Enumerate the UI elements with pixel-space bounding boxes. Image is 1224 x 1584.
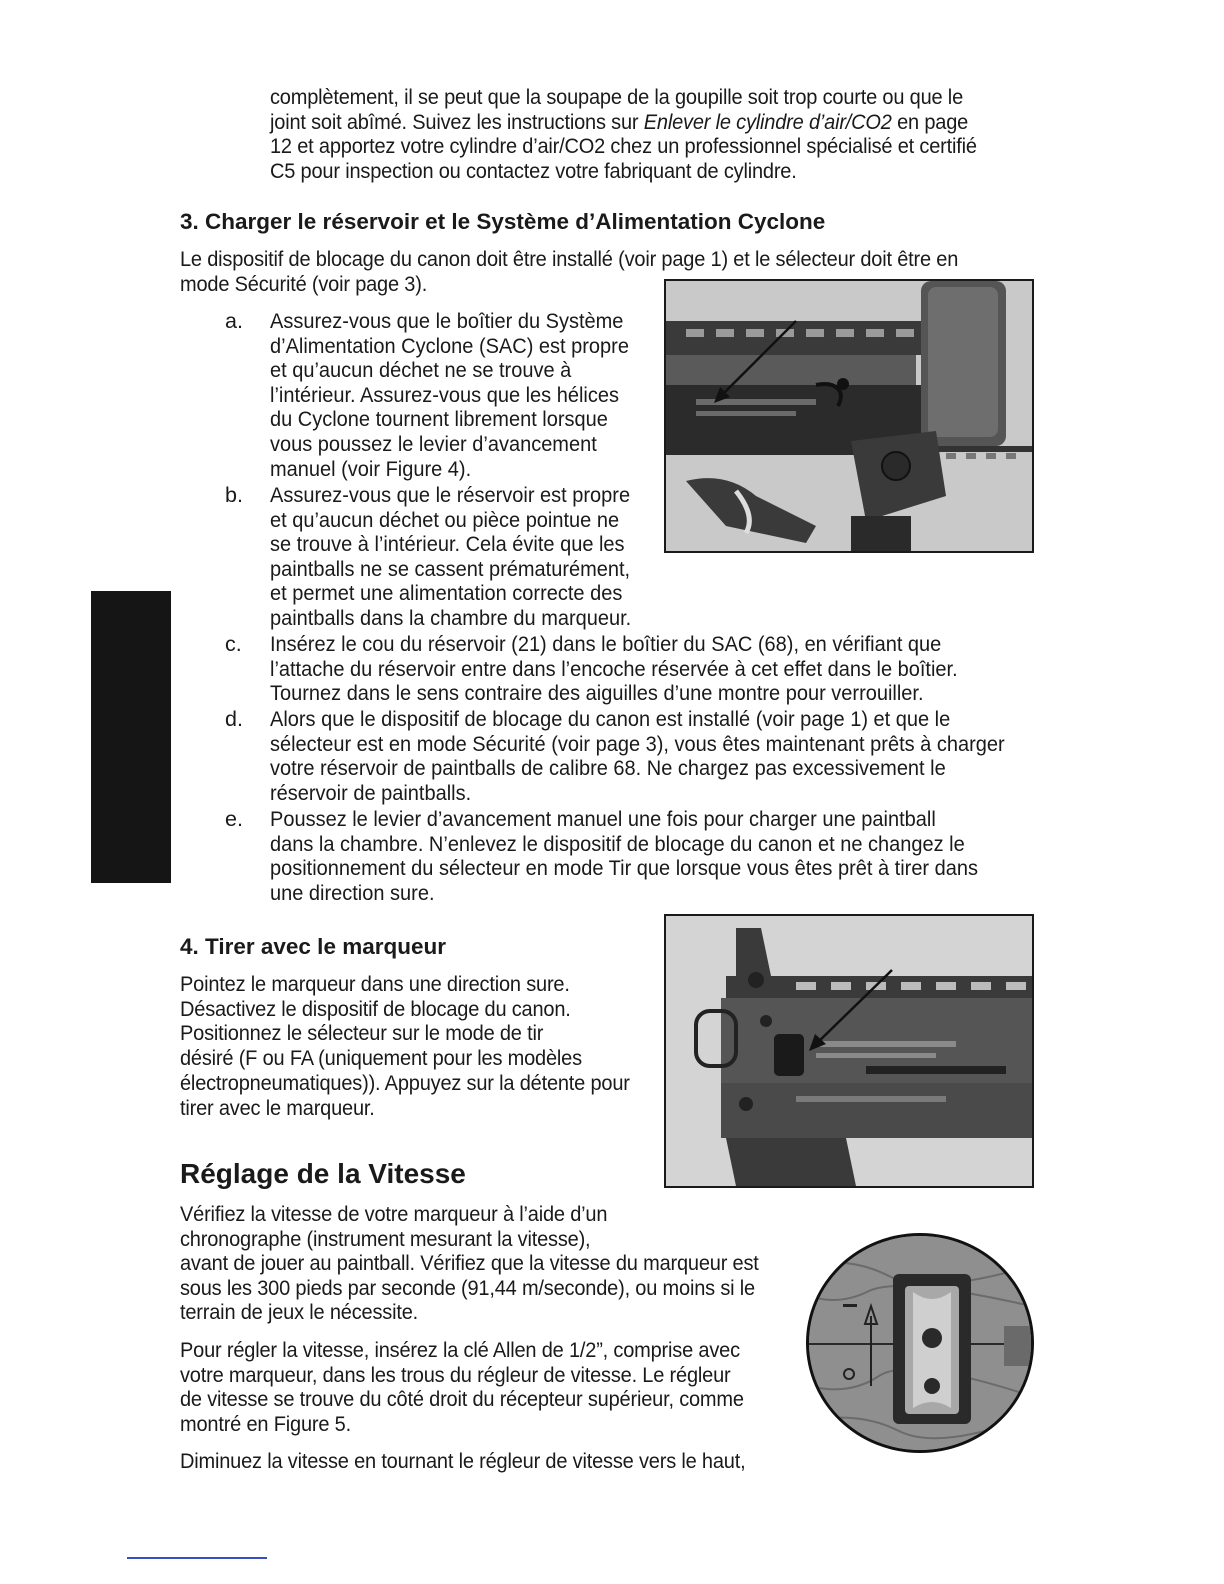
item-c-line: Tournez dans le sens contraire des aiguilles d’une montre pour verrouiller. — [270, 681, 924, 706]
item-b-line: Assurez-vous que le réservoir est propre — [270, 483, 631, 507]
intro-line-2-text: joint soit abîmé. Suivez les instructions sur — [270, 110, 644, 134]
velocity-para-2-line: de vitesse se trouve du côté droit du récepteur supérieur, comme — [180, 1387, 744, 1411]
item-d-line: réservoir de paintballs. — [270, 780, 472, 805]
section-4-line: Pointez le marqueur dans une direction sure. — [180, 972, 570, 996]
section-4-heading: 4. Tirer avec le marqueur — [180, 934, 446, 959]
list-label: a. — [225, 309, 243, 333]
item-b-line: paintballs dans la chambre du marqueur. — [270, 605, 632, 630]
section-4-line: désiré (F ou FA (uniquement pour les modèles — [180, 1046, 582, 1070]
item-d-line: sélecteur est en mode Sécurité (voir page 3), vous êtes maintenant prêts à charger — [270, 731, 1005, 756]
figure-4-photo — [664, 279, 1034, 553]
intro-line-2 — [270, 110, 968, 135]
intro-line-3: 12 et apportez votre cylindre d’air/CO2 chez un professionnel spécialisé et certifié — [270, 134, 977, 158]
velocity-heading: Réglage de la Vitesse — [180, 1158, 466, 1189]
item-b-line: et qu’aucun déchet ou pièce pointue ne — [270, 507, 620, 532]
item-b-line: se trouve à l’intérieur. Cela évite que les — [270, 532, 625, 557]
intro-line-4: C5 pour inspection ou contactez votre fabriquant de cylindre. — [270, 159, 797, 183]
velocity-para-2-line: votre marqueur, dans les trous du régleur de vitesse. Le régleur — [180, 1363, 731, 1387]
figure-selector-photo — [664, 914, 1034, 1188]
item-c-line: Insérez le cou du réservoir (21) dans le boîtier du SAC (68), en vérifiant que — [270, 632, 942, 656]
item-e-line: Poussez le levier d’avancement manuel une fois pour charger une paintball — [270, 807, 936, 831]
item-a-line: l’intérieur. Assurez-vous que les hélices — [270, 382, 619, 407]
selector-illustration — [666, 916, 1032, 1186]
section-3-intro-line-1: Le dispositif de blocage du canon doit être installé (voir page 1) et le sélecteur doit être en — [180, 247, 959, 271]
item-a-line: vous poussez le levier d’avancement — [270, 431, 597, 456]
velocity-para-1-line: chronographe (instrument mesurant la vitesse), — [180, 1227, 591, 1251]
velocity-para-3-line: Diminuez la vitesse en tournant le régleur de vitesse vers le haut, — [180, 1449, 746, 1473]
side-tab — [91, 591, 171, 883]
item-e-line: dans la chambre. N’enlevez le dispositif de blocage du canon et ne changez le — [270, 831, 965, 856]
section-4-line: électropneumatiques)). Appuyez sur la détente pour — [180, 1071, 630, 1095]
item-a-line: du Cyclone tournent librement lorsque — [270, 407, 608, 432]
velocity-adjuster-illustration — [809, 1236, 1031, 1450]
item-a-line: manuel (voir Figure 4). — [270, 456, 472, 481]
item-a-line: d’Alimentation Cyclone (SAC) est propre — [270, 333, 629, 358]
intro-link-remove-cylinder: Enlever le cylindre d’air/CO2 — [643, 110, 892, 134]
section-3-intro-line-2: mode Sécurité (voir page 3). — [180, 272, 428, 296]
item-d-line: votre réservoir de paintballs de calibre 68. Ne chargez pas excessivement le — [270, 756, 946, 781]
item-c-line: l’attache du réservoir entre dans l’encoche réservée à cet effet dans le boîtier. — [270, 656, 958, 681]
item-d-line: Alors que le dispositif de blocage du canon est installé (voir page 1) et que le — [270, 707, 951, 731]
velocity-para-1-line: terrain de jeux le nécessite. — [180, 1300, 419, 1324]
item-b-line: et permet une alimentation correcte des — [270, 581, 623, 606]
section-3-heading: 3. Charger le réservoir et le Système d’Alimentation Cyclone — [180, 209, 826, 234]
section-4-line: tirer avec le marqueur. — [180, 1096, 375, 1120]
velocity-para-2-line: montré en Figure 5. — [180, 1412, 351, 1436]
velocity-para-1-line: avant de jouer au paintball. Vérifiez que la vitesse du marqueur est — [180, 1251, 759, 1275]
item-a-line: Assurez-vous que le boîtier du Système — [270, 309, 624, 333]
list-label: c. — [225, 632, 242, 656]
intro-line-1: complètement, il se peut que la soupape de la goupille soit trop courte ou que le — [270, 85, 964, 109]
velocity-para-1-line: sous les 300 pieds par seconde (91,44 m/seconde), ou moins si le — [180, 1276, 755, 1300]
list-label: b. — [225, 483, 243, 507]
item-e-line: une direction sure. — [270, 880, 435, 905]
velocity-para-2-line: Pour régler la vitesse, insérez la clé Allen de 1/2”, comprise avec — [180, 1338, 740, 1362]
intro-line-2-end: en page — [891, 110, 969, 134]
list-label: d. — [225, 707, 243, 731]
section-4-line: Désactivez le dispositif de blocage du canon. — [180, 997, 571, 1021]
item-e-line: positionnement du sélecteur en mode Tir que lorsque vous êtes prêt à tirer dans — [270, 856, 979, 881]
velocity-para-1-line: Vérifiez la vitesse de votre marqueur à l’aide d’un — [180, 1202, 608, 1226]
figure-5-photo — [806, 1233, 1034, 1453]
figure-4-illustration — [666, 281, 1032, 551]
list-label: e. — [225, 807, 243, 831]
section-4-line: Positionnez le sélecteur sur le mode de tir — [180, 1021, 544, 1045]
item-a-line: et qu’aucun déchet ne se trouve à — [270, 358, 572, 383]
bottom-rule — [127, 1557, 267, 1559]
item-b-line: paintballs ne se cassent prématurément, — [270, 556, 631, 581]
